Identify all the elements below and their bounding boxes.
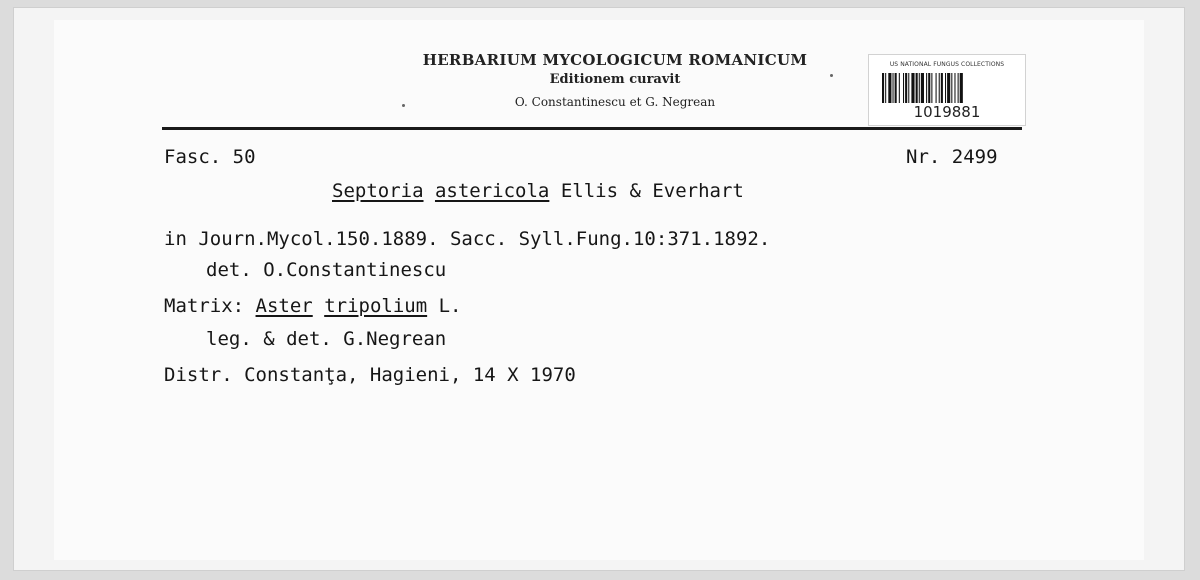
barcode-icon <box>882 73 1012 103</box>
taxon-authors: Ellis & Everhart <box>560 180 744 202</box>
specimen-number: Nr. 2499 <box>906 146 998 168</box>
collector-line: leg. & det. G.Negrean <box>206 328 447 350</box>
locality-line: Distr. Constanţa, Hagieni, 14 X 1970 <box>164 364 576 386</box>
matrix-line <box>164 295 461 317</box>
paper-speck <box>830 74 833 77</box>
taxon-name <box>332 180 744 202</box>
barcode-caption: US NATIONAL FUNGUS COLLECTIONS <box>889 61 1005 68</box>
header-rule <box>162 127 1022 130</box>
paper-speck <box>402 104 405 107</box>
matrix-prefix: Matrix: <box>164 295 245 317</box>
taxon-epithet: astericola <box>434 180 550 202</box>
taxon-genus: Septoria <box>332 180 424 202</box>
herbarium-editors: O. Constantinescu et G. Negrean <box>514 95 716 109</box>
determiner-line: det. O.Constantinescu <box>206 259 447 281</box>
citation-line: in Journ.Mycol.150.1889. Sacc. Syll.Fung.10:371.1892. <box>164 228 771 250</box>
matrix-genus: Aster <box>255 295 313 317</box>
barcode-label <box>868 54 1026 126</box>
barcode-number: 1019881 <box>913 103 981 121</box>
matrix-author: L. <box>438 295 462 317</box>
herbarium-title: HERBARIUM MYCOLOGICUM ROMANICUM <box>422 51 808 69</box>
fascicle-number: Fasc. 50 <box>164 146 256 168</box>
herbarium-header <box>410 50 820 114</box>
matrix-epithet: tripolium <box>324 295 428 317</box>
herbarium-subtitle: Editionem curavit <box>549 72 681 87</box>
